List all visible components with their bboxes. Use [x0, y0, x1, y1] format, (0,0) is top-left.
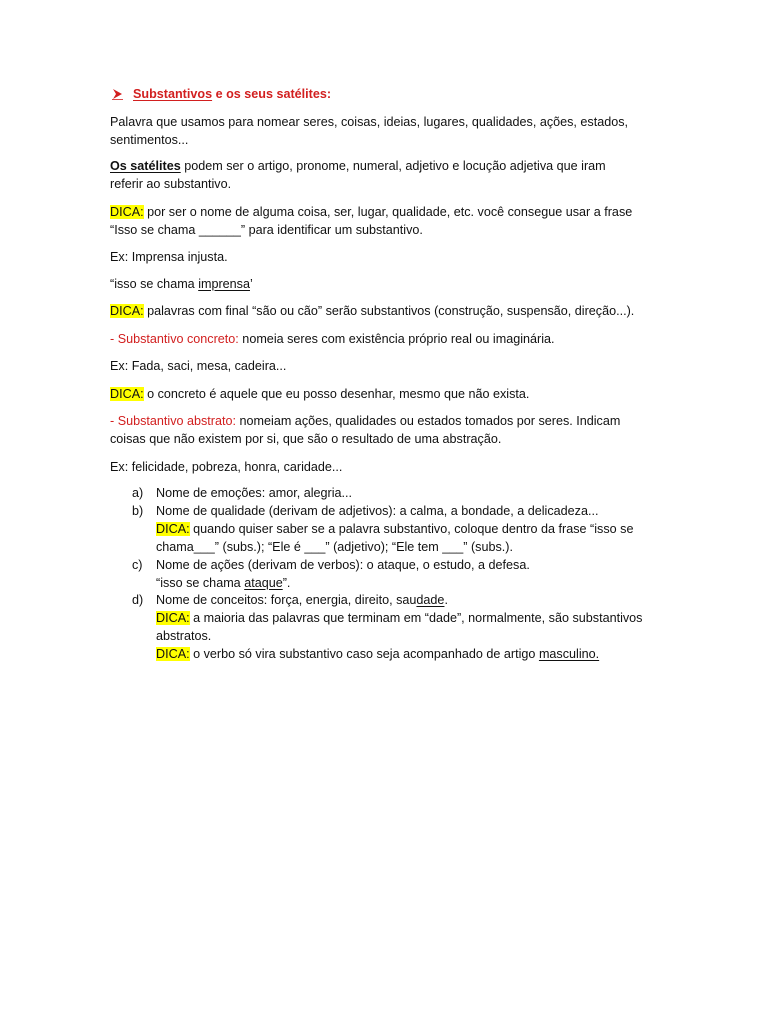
dica-2: DICA: palavras com final “são ou cão” serão substantivos (construção, suspensão, direção...).	[110, 304, 635, 318]
list-item-d-dica-1-line-1: DICA: a maioria das palavras que terminam em “dade”, normalmente, são substantivos	[156, 611, 643, 625]
list-item-a: Nome de emoções: amor, alegria...	[156, 486, 352, 500]
dica-label: DICA:	[156, 647, 190, 661]
list-marker-b: b)	[132, 504, 144, 518]
list-item-b-dica-line-1: DICA: quando quiser saber se a palavra substantivo, coloque dentro da frase “isso se	[156, 522, 634, 536]
list-item-d-dica-2: DICA: o verbo só vira substantivo caso seja acompanhado de artigo masculino.	[156, 647, 600, 661]
example-abstrato: Ex: felicidade, pobreza, honra, caridade...	[110, 460, 343, 474]
substantivo-concreto: - Substantivo concreto: nomeia seres com existência próprio real ou imaginária.	[110, 332, 555, 346]
title-rest: e os seus satélites:	[212, 87, 332, 101]
satelites-line-2: referir ao substantivo.	[110, 177, 232, 191]
dica-1-line-1: DICA: por ser o nome de alguma coisa, ser, lugar, qualidade, etc. você consegue usar a frase	[110, 205, 633, 219]
list-marker-a: a)	[132, 486, 144, 500]
substantivo-abstrato-line-1: - Substantivo abstrato: nomeiam ações, qualidades ou estados tomados por seres. Indicam	[110, 414, 621, 428]
list-item-d: Nome de conceitos: força, energia, direito, saudade.	[156, 593, 448, 607]
list-marker-d: d)	[132, 593, 144, 607]
abstrato-label: - Substantivo abstrato:	[110, 414, 237, 428]
definition-line-1: Palavra que usamos para nomear seres, coisas, ideias, lugares, qualidades, ações, estados,	[110, 115, 629, 129]
list-item-c: Nome de ações (derivam de verbos): o ataque, o estudo, a defesa.	[156, 558, 530, 572]
dica-1-line-2: “Isso se chama ______” para identificar um substantivo.	[110, 223, 423, 237]
dica-label: DICA:	[110, 205, 144, 219]
dica-label: DICA:	[110, 387, 144, 401]
substantivo-abstrato-line-2: coisas que não existem por si, que são o resultado de uma abstração.	[110, 432, 502, 446]
section-title	[133, 85, 331, 103]
dica-label: DICA:	[156, 522, 190, 536]
example-imprensa: Ex: Imprensa injusta.	[110, 250, 228, 264]
definition-line-2: sentimentos...	[110, 133, 189, 147]
dica-label: DICA:	[156, 611, 190, 625]
title-substantivos: Substantivos	[133, 87, 213, 101]
list-item-d-dica-1-line-2: abstratos.	[156, 629, 212, 643]
concreto-label: - Substantivo concreto:	[110, 332, 239, 346]
arrow-bullet-icon	[111, 85, 125, 103]
dica-3: DICA: o concreto é aquele que eu posso desenhar, mesmo que não exista.	[110, 387, 530, 401]
example-isso-se-chama: “isso se chama imprensa’	[110, 277, 253, 291]
satelites-label: Os satélites	[110, 159, 181, 173]
satelites-line-1: Os satélites podem ser o artigo, pronome, numeral, adjetivo e locução adjetiva que iram	[110, 159, 606, 173]
list-item-c-sub: “isso se chama ataque”.	[156, 576, 291, 590]
example-concreto: Ex: Fada, saci, mesa, cadeira...	[110, 359, 287, 373]
dica-label: DICA:	[110, 304, 144, 318]
list-item-b-dica-line-2: chama___” (subs.); “Ele é ___” (adjetivo); “Ele tem ___” (subs.).	[156, 540, 513, 554]
list-item-b: Nome de qualidade (derivam de adjetivos): a calma, a bondade, a delicadeza...	[156, 504, 599, 518]
list-marker-c: c)	[132, 558, 143, 572]
